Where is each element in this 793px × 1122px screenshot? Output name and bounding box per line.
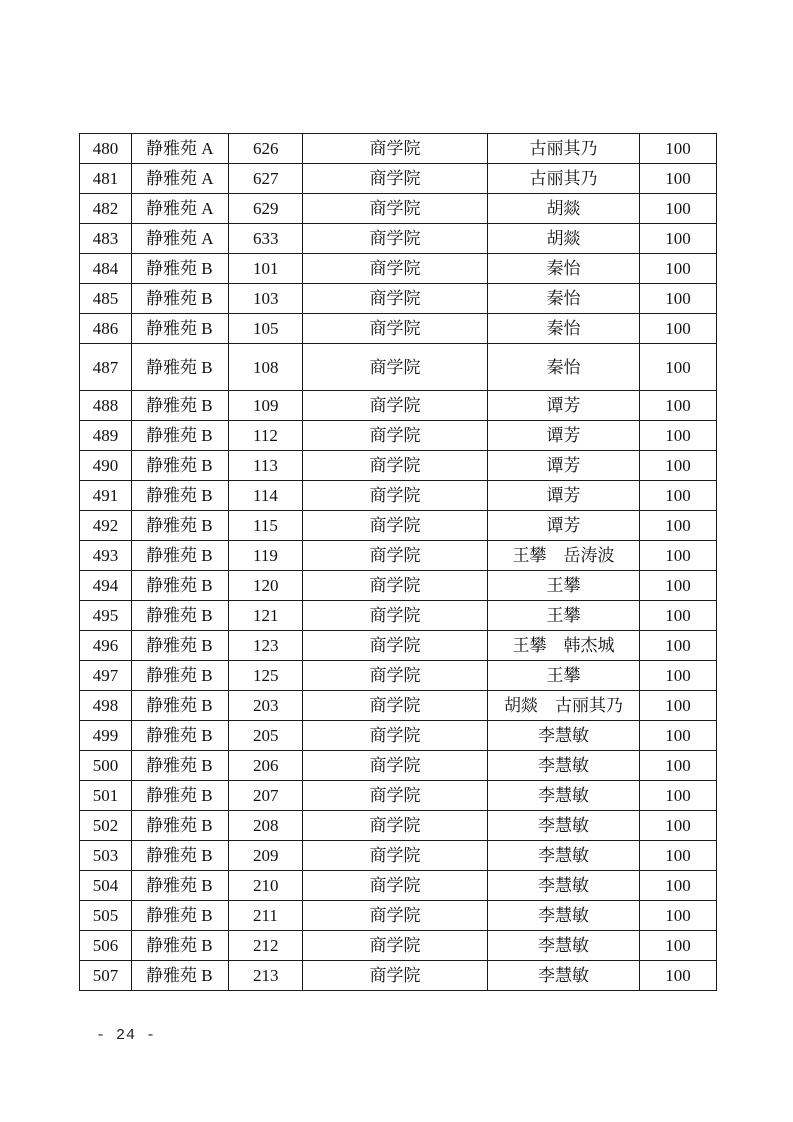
cell-college: 商学院 <box>303 751 488 781</box>
table-row <box>80 284 717 314</box>
cell-teacher: 胡燚 <box>488 224 640 254</box>
cell-score: 100 <box>640 254 717 284</box>
cell-college: 商学院 <box>303 811 488 841</box>
cell-score: 100 <box>640 134 717 164</box>
cell-score: 100 <box>640 421 717 451</box>
cell-teacher: 古丽其乃 <box>488 164 640 194</box>
cell-score: 100 <box>640 194 717 224</box>
cell-teacher: 胡燚 <box>488 194 640 224</box>
cell-building: 静雅苑 B <box>132 391 229 421</box>
cell-building: 静雅苑 B <box>132 601 229 631</box>
cell-no: 495 <box>80 601 132 631</box>
cell-no: 488 <box>80 391 132 421</box>
cell-score: 100 <box>640 314 717 344</box>
cell-building: 静雅苑 B <box>132 961 229 991</box>
cell-room: 203 <box>229 691 303 721</box>
cell-teacher: 李慧敏 <box>488 931 640 961</box>
cell-teacher: 李慧敏 <box>488 871 640 901</box>
cell-college: 商学院 <box>303 391 488 421</box>
cell-room: 109 <box>229 391 303 421</box>
table-row <box>80 224 717 254</box>
cell-score: 100 <box>640 164 717 194</box>
table-row <box>80 541 717 571</box>
cell-room: 629 <box>229 194 303 224</box>
cell-building: 静雅苑 B <box>132 901 229 931</box>
cell-score: 100 <box>640 961 717 991</box>
table-row <box>80 254 717 284</box>
cell-no: 497 <box>80 661 132 691</box>
table-row <box>80 691 717 721</box>
cell-teacher: 秦怡 <box>488 284 640 314</box>
cell-teacher: 胡燚 古丽其乃 <box>488 691 640 721</box>
cell-college: 商学院 <box>303 571 488 601</box>
cell-building: 静雅苑 B <box>132 931 229 961</box>
cell-no: 483 <box>80 224 132 254</box>
cell-teacher: 王攀 <box>488 571 640 601</box>
cell-score: 100 <box>640 631 717 661</box>
cell-room: 113 <box>229 451 303 481</box>
cell-score: 100 <box>640 284 717 314</box>
cell-teacher: 王攀 韩杰城 <box>488 631 640 661</box>
cell-building: 静雅苑 B <box>132 571 229 601</box>
cell-no: 503 <box>80 841 132 871</box>
dormitory-inspection-table <box>79 133 717 991</box>
cell-college: 商学院 <box>303 164 488 194</box>
cell-teacher: 谭芳 <box>488 421 640 451</box>
cell-teacher: 古丽其乃 <box>488 134 640 164</box>
page-number: - 24 - <box>96 1027 157 1044</box>
cell-score: 100 <box>640 224 717 254</box>
table-row <box>80 391 717 421</box>
cell-college: 商学院 <box>303 511 488 541</box>
cell-teacher: 谭芳 <box>488 511 640 541</box>
table-row <box>80 481 717 511</box>
cell-no: 506 <box>80 931 132 961</box>
cell-college: 商学院 <box>303 541 488 571</box>
cell-college: 商学院 <box>303 481 488 511</box>
cell-building: 静雅苑 B <box>132 871 229 901</box>
cell-room: 206 <box>229 751 303 781</box>
cell-no: 500 <box>80 751 132 781</box>
cell-college: 商学院 <box>303 601 488 631</box>
cell-no: 499 <box>80 721 132 751</box>
cell-college: 商学院 <box>303 284 488 314</box>
cell-room: 103 <box>229 284 303 314</box>
cell-room: 123 <box>229 631 303 661</box>
cell-score: 100 <box>640 811 717 841</box>
cell-no: 501 <box>80 781 132 811</box>
cell-room: 101 <box>229 254 303 284</box>
cell-room: 210 <box>229 871 303 901</box>
cell-teacher: 王攀 岳涛波 <box>488 541 640 571</box>
cell-building: 静雅苑 B <box>132 284 229 314</box>
cell-college: 商学院 <box>303 781 488 811</box>
cell-no: 481 <box>80 164 132 194</box>
cell-room: 112 <box>229 421 303 451</box>
cell-teacher: 李慧敏 <box>488 751 640 781</box>
table-row <box>80 134 717 164</box>
cell-room: 209 <box>229 841 303 871</box>
cell-score: 100 <box>640 661 717 691</box>
table-row <box>80 344 717 391</box>
table-row <box>80 601 717 631</box>
cell-room: 626 <box>229 134 303 164</box>
cell-score: 100 <box>640 751 717 781</box>
cell-college: 商学院 <box>303 194 488 224</box>
table-row <box>80 841 717 871</box>
cell-building: 静雅苑 B <box>132 751 229 781</box>
cell-no: 502 <box>80 811 132 841</box>
cell-no: 480 <box>80 134 132 164</box>
cell-college: 商学院 <box>303 254 488 284</box>
cell-building: 静雅苑 B <box>132 314 229 344</box>
cell-teacher: 秦怡 <box>488 314 640 344</box>
table-row <box>80 721 717 751</box>
cell-building: 静雅苑 B <box>132 691 229 721</box>
cell-no: 484 <box>80 254 132 284</box>
cell-building: 静雅苑 B <box>132 421 229 451</box>
cell-score: 100 <box>640 841 717 871</box>
cell-no: 505 <box>80 901 132 931</box>
cell-teacher: 李慧敏 <box>488 811 640 841</box>
cell-room: 125 <box>229 661 303 691</box>
cell-teacher: 王攀 <box>488 601 640 631</box>
table-row <box>80 781 717 811</box>
cell-no: 489 <box>80 421 132 451</box>
cell-room: 114 <box>229 481 303 511</box>
table-row <box>80 194 717 224</box>
cell-teacher: 谭芳 <box>488 391 640 421</box>
cell-college: 商学院 <box>303 134 488 164</box>
table-row <box>80 164 717 194</box>
cell-college: 商学院 <box>303 631 488 661</box>
cell-college: 商学院 <box>303 721 488 751</box>
cell-room: 119 <box>229 541 303 571</box>
cell-teacher: 王攀 <box>488 661 640 691</box>
cell-teacher: 秦怡 <box>488 344 640 391</box>
cell-score: 100 <box>640 871 717 901</box>
table-row <box>80 871 717 901</box>
cell-room: 213 <box>229 961 303 991</box>
cell-score: 100 <box>640 451 717 481</box>
cell-no: 491 <box>80 481 132 511</box>
table-row <box>80 931 717 961</box>
cell-building: 静雅苑 B <box>132 631 229 661</box>
cell-college: 商学院 <box>303 931 488 961</box>
cell-room: 208 <box>229 811 303 841</box>
cell-room: 212 <box>229 931 303 961</box>
cell-building: 静雅苑 B <box>132 841 229 871</box>
cell-teacher: 李慧敏 <box>488 901 640 931</box>
cell-building: 静雅苑 A <box>132 224 229 254</box>
table-row <box>80 751 717 781</box>
cell-score: 100 <box>640 344 717 391</box>
cell-room: 205 <box>229 721 303 751</box>
cell-teacher: 谭芳 <box>488 451 640 481</box>
cell-building: 静雅苑 A <box>132 134 229 164</box>
cell-room: 633 <box>229 224 303 254</box>
cell-building: 静雅苑 B <box>132 511 229 541</box>
table-row <box>80 631 717 661</box>
cell-room: 207 <box>229 781 303 811</box>
cell-room: 121 <box>229 601 303 631</box>
cell-score: 100 <box>640 571 717 601</box>
table-row <box>80 811 717 841</box>
table-row <box>80 571 717 601</box>
cell-college: 商学院 <box>303 841 488 871</box>
cell-building: 静雅苑 A <box>132 194 229 224</box>
cell-college: 商学院 <box>303 344 488 391</box>
cell-building: 静雅苑 B <box>132 481 229 511</box>
cell-no: 492 <box>80 511 132 541</box>
cell-building: 静雅苑 B <box>132 541 229 571</box>
cell-college: 商学院 <box>303 961 488 991</box>
cell-teacher: 秦怡 <box>488 254 640 284</box>
cell-building: 静雅苑 B <box>132 661 229 691</box>
cell-score: 100 <box>640 601 717 631</box>
cell-building: 静雅苑 B <box>132 781 229 811</box>
cell-college: 商学院 <box>303 421 488 451</box>
cell-no: 485 <box>80 284 132 314</box>
table-row <box>80 661 717 691</box>
cell-score: 100 <box>640 781 717 811</box>
cell-score: 100 <box>640 931 717 961</box>
cell-building: 静雅苑 B <box>132 811 229 841</box>
cell-room: 105 <box>229 314 303 344</box>
cell-room: 211 <box>229 901 303 931</box>
cell-no: 493 <box>80 541 132 571</box>
cell-score: 100 <box>640 721 717 751</box>
cell-building: 静雅苑 B <box>132 721 229 751</box>
cell-building: 静雅苑 A <box>132 164 229 194</box>
cell-score: 100 <box>640 901 717 931</box>
cell-no: 507 <box>80 961 132 991</box>
table-row <box>80 314 717 344</box>
cell-no: 504 <box>80 871 132 901</box>
cell-college: 商学院 <box>303 901 488 931</box>
cell-no: 496 <box>80 631 132 661</box>
table-row <box>80 511 717 541</box>
cell-room: 627 <box>229 164 303 194</box>
cell-no: 486 <box>80 314 132 344</box>
cell-score: 100 <box>640 481 717 511</box>
cell-room: 115 <box>229 511 303 541</box>
cell-teacher: 李慧敏 <box>488 721 640 751</box>
cell-no: 494 <box>80 571 132 601</box>
table-row <box>80 961 717 991</box>
table-row <box>80 901 717 931</box>
cell-college: 商学院 <box>303 871 488 901</box>
cell-building: 静雅苑 B <box>132 451 229 481</box>
table-body <box>80 134 717 991</box>
cell-no: 482 <box>80 194 132 224</box>
cell-college: 商学院 <box>303 314 488 344</box>
cell-teacher: 李慧敏 <box>488 781 640 811</box>
table-row <box>80 451 717 481</box>
cell-building: 静雅苑 B <box>132 254 229 284</box>
table-row <box>80 421 717 451</box>
cell-teacher: 谭芳 <box>488 481 640 511</box>
cell-teacher: 李慧敏 <box>488 841 640 871</box>
cell-no: 498 <box>80 691 132 721</box>
cell-college: 商学院 <box>303 224 488 254</box>
cell-college: 商学院 <box>303 451 488 481</box>
cell-room: 120 <box>229 571 303 601</box>
cell-room: 108 <box>229 344 303 391</box>
cell-teacher: 李慧敏 <box>488 961 640 991</box>
cell-building: 静雅苑 B <box>132 344 229 391</box>
cell-score: 100 <box>640 691 717 721</box>
cell-no: 490 <box>80 451 132 481</box>
cell-no: 487 <box>80 344 132 391</box>
cell-score: 100 <box>640 511 717 541</box>
cell-college: 商学院 <box>303 691 488 721</box>
cell-college: 商学院 <box>303 661 488 691</box>
cell-score: 100 <box>640 541 717 571</box>
cell-score: 100 <box>640 391 717 421</box>
